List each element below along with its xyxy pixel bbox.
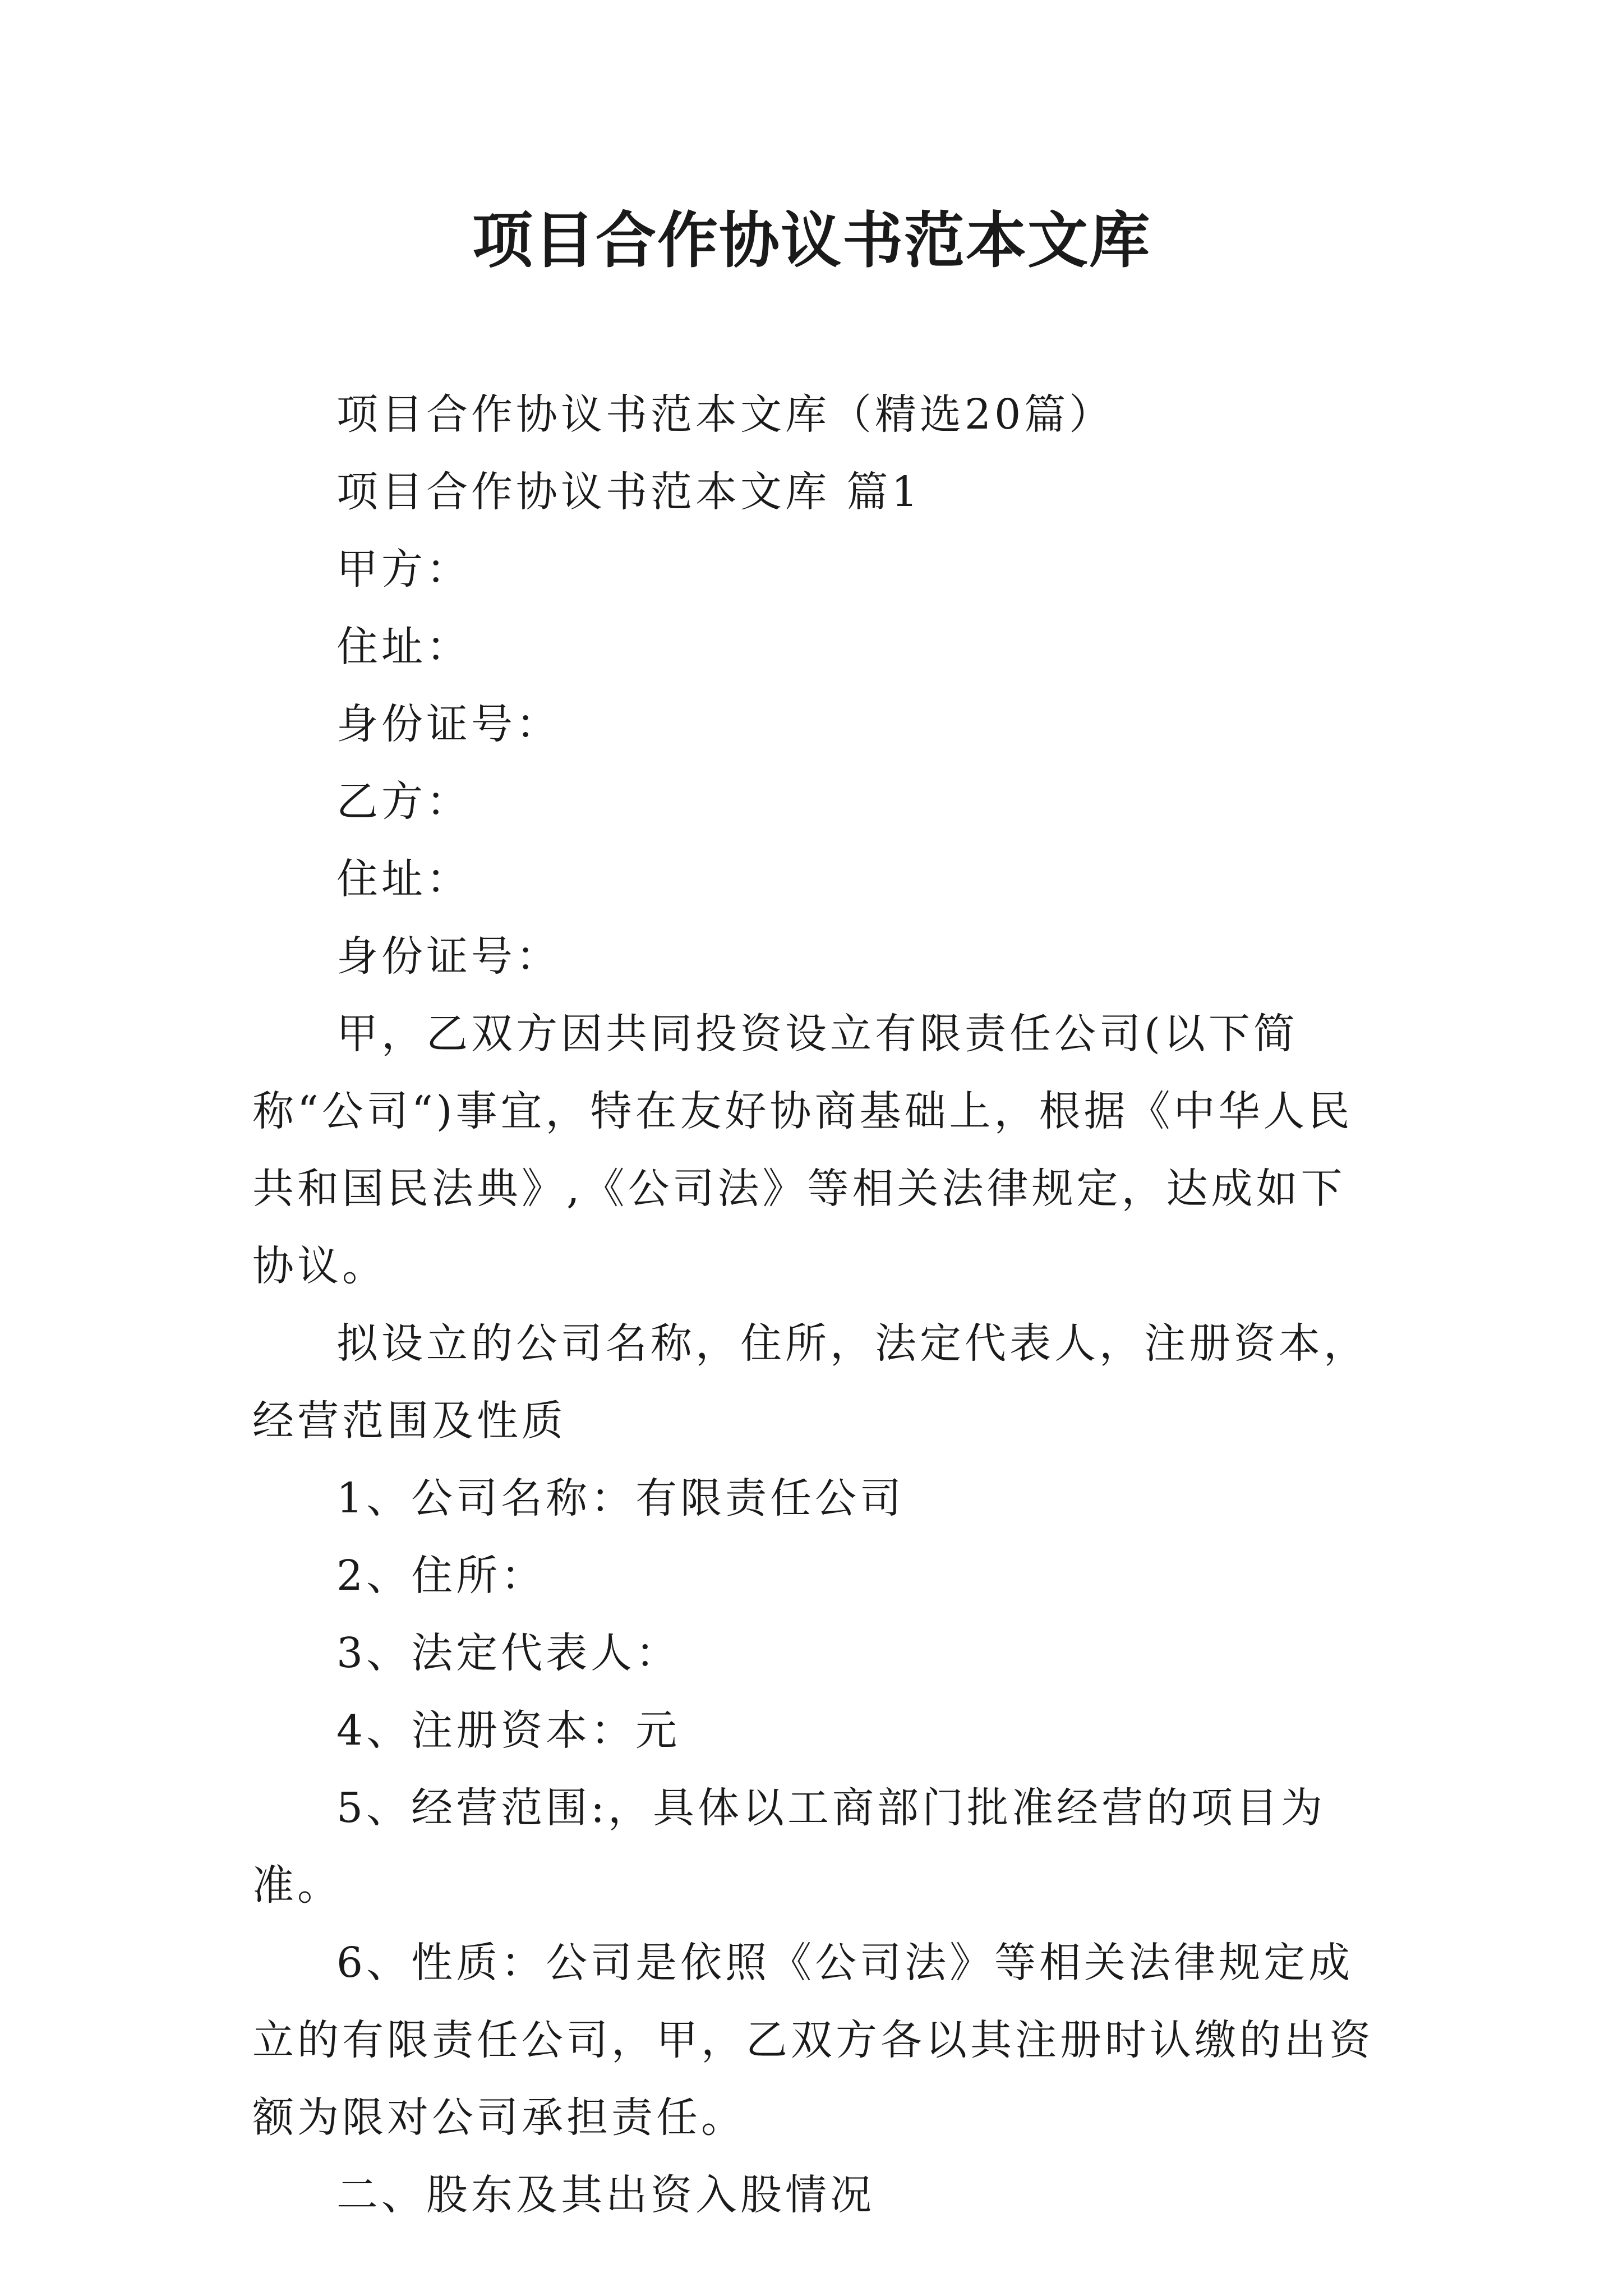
paragraph-preamble: 甲，乙双方因共同投资设立有限责任公司(以下简称“公司“)事宜，特在友好协商基础上，根据《中华人民共和国民法典》,《公司法》等相关法律规定，达成如下协议。 (252, 1010, 1353, 1290)
document-title: 项目合作协议书范本文库 (472, 206, 1151, 276)
paragraph-company-info-heading: 拟设立的公司名称，住所，法定代表人，注册资本，经营范围及性质 (252, 1319, 1368, 1445)
paragraph-party-b-address: 住址： (336, 855, 471, 903)
document-body (252, 376, 1385, 2234)
paragraph-company-name: 1、公司名称：有限责任公司 (336, 1474, 905, 1522)
paragraph-party-b-id: 身份证号： (336, 932, 561, 981)
paragraph-article-heading: 项目合作协议书范本文库 篇1 (336, 468, 921, 516)
paragraph-company-domicile: 2、住所： (336, 1552, 546, 1600)
paragraph-collection-heading: 项目合作协议书范本文库（精选20篇） (336, 390, 1114, 439)
paragraph-company-nature: 6、性质：公司是依照《公司法》等相关法律规定成立的有限责任公司，甲，乙双方各以其注册时认缴的出资额为限对公司承担责任。 (252, 1939, 1374, 2142)
paragraph-legal-representative: 3、法定代表人： (336, 1629, 681, 1677)
paragraph-business-scope: 5、经营范围:，具体以工商部门批准经营的项目为准。 (252, 1784, 1326, 1910)
paragraph-section-two-heading: 二、股东及其出资入股情况 (336, 2171, 875, 2219)
paragraph-registered-capital: 4、注册资本：元 (336, 1706, 681, 1755)
paragraph-party-a-address: 住址： (336, 623, 471, 671)
paragraph-party-a: 甲方： (336, 545, 471, 593)
paragraph-party-b: 乙方： (336, 777, 471, 826)
paragraph-party-a-id: 身份证号： (336, 700, 561, 748)
